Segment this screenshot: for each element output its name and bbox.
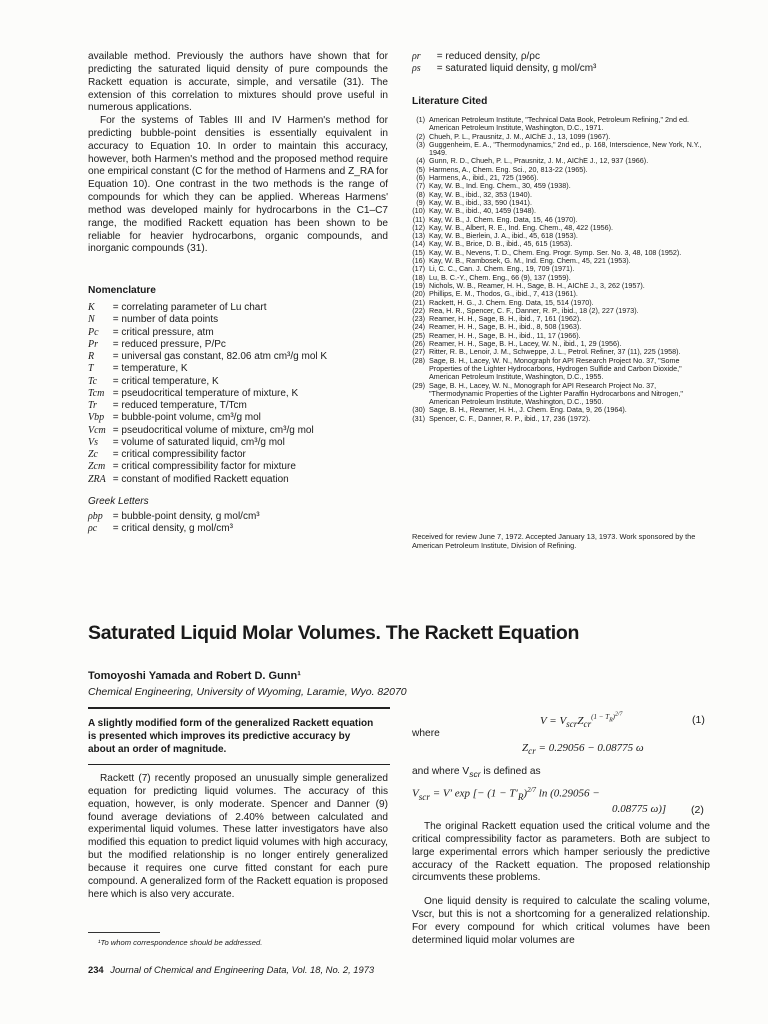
nomenclature-definition: = bubble-point density, g mol/cm³ (112, 511, 260, 522)
paragraph-one-liquid-density: One liquid density is required to calculate the scaling volume, Vscr, but this is not a shortcoming for a generalized relationship. For every compound for which critical volumes have been determined liquid molar volumes are (412, 896, 710, 946)
reference-text: Gunn, R. D., Chueh, P. L., Prausnitz, J. M., AIChE J., 12, 937 (1966). (429, 156, 649, 166)
reference-number: (10) (412, 206, 425, 216)
nomenclature-symbol: Zc (88, 449, 98, 460)
reference-text: Rea, H. R., Spencer, C. F., Danner, R. P., ibid., 18 (2), 227 (1973). (429, 305, 639, 315)
nomenclature-symbol: Zcm (88, 461, 106, 473)
reference-text: Sage, B. H., Reamer, H. H., J. Chem. Eng. Data, 9, 26 (1964). (429, 405, 627, 415)
reference-text: Li, C. C., Can. J. Chem. Eng., 19, 709 (1971). (429, 264, 575, 274)
reference-number: (11) (412, 214, 425, 224)
nomenclature-symbol: Tr (88, 400, 97, 411)
nomenclature-symbol: Tcm (88, 387, 105, 399)
nomenclature-item (88, 314, 388, 326)
nomenclature-definition: = reduced temperature, T/Tcm (112, 400, 247, 411)
reference-number: (3) (416, 139, 425, 149)
reference-number: (1) (416, 115, 425, 124)
nomenclature-symbol: Vs (88, 436, 98, 448)
abstract-rule (88, 707, 390, 709)
nomenclature-definition: = constant of modified Rackett equation (112, 473, 289, 485)
reference-number: (29) (412, 380, 425, 390)
equation-2-number: (2) (691, 804, 704, 816)
nomenclature-definition: = universal gas constant, 82.06 atm cm³/g mol K (112, 351, 328, 362)
reference-number: (26) (412, 339, 425, 349)
reference-number: (15) (412, 247, 425, 257)
reference-text: Kay, W. B., Nevens, T. D., Chem. Eng. Progr. Symp. Ser. No. 3, 48, 108 (1952). (429, 247, 682, 257)
reference-text: Kay, W. B., Ind. Eng. Chem., 30, 459 (1938). (429, 181, 571, 191)
article-title: Saturated Liquid Molar Volumes. The Rackett Equation (88, 622, 580, 644)
reference-number: (16) (412, 256, 425, 266)
reference-number: (20) (412, 289, 425, 299)
equation-1: $V = V_{scr}Z_{cr}^{(1 - T_R)^{2/7}}$ (540, 712, 623, 730)
page-number: 234 (88, 964, 104, 975)
nomenclature-symbol: ρr (412, 51, 421, 62)
reference-number: (24) (412, 322, 425, 332)
reference-number: (6) (416, 173, 425, 183)
nomenclature-heading: Nomenclature (88, 285, 156, 296)
nomenclature-item (412, 63, 712, 75)
nomenclature-definition: = critical temperature, K (112, 375, 219, 387)
nomenclature-symbol: R (88, 351, 95, 362)
nomenclature-definition: = bubble-point volume, cm³/g mol (112, 412, 261, 424)
nomenclature-item (88, 339, 388, 351)
nomenclature-symbol: T (88, 363, 94, 375)
reference-item (412, 382, 710, 407)
journal-citation: Journal of Chemical and Engineering Data, Vol. 18, No. 2, 1973 (110, 964, 375, 975)
nomenclature-item (88, 511, 388, 523)
nomenclature-definition: = critical pressure, atm (112, 326, 214, 338)
paragraph-harmens-comparison: For the systems of Tables III and IV Harmen's method for predicting bubble-point densities is essentially equivalent in accuracy to Equation 10. In order to maintain this accuracy, however, both Harmen's method and the proposed method require one empirical constant (C for the method of Harmens and Z_RA for Equation 10). One contrast in the two methods is the range of compounds for which they can be applied. Whereas Harmens' method was developed mainly for hydrocarbons in the C1–C7 range, the modified Rackett equation has been shown to be reliable for heavier hydrocarbons, organic compounds, and inorganic compounds (31). (88, 115, 388, 255)
nomenclature-definition: = reduced density, ρ/ρc (436, 51, 540, 62)
nomenclature-symbol: ρbp (88, 511, 103, 522)
reference-item (412, 357, 710, 382)
nomenclature-symbol: Pr (88, 338, 98, 350)
nomenclature-item (88, 376, 388, 388)
reference-text: Phillips, E. M., Thodos, G., ibid., 7, 413 (1961). (429, 289, 578, 299)
nomenclature-definition: = temperature, K (112, 363, 188, 375)
reference-text: Kay, W. B., J. Chem. Eng. Data, 15, 46 (1970). (429, 214, 578, 224)
nomenclature-item (412, 51, 712, 63)
nomenclature-item (88, 425, 388, 437)
paragraph-original-rackett: The original Rackett equation used the critical volume and the critical compressibility factor as parameters. Both are subject to large experimental errors which hamper seriously the predictive accuracy of the Rackett equation. The proposed relationship circumvents these problems. (412, 821, 710, 884)
reference-text: Kay, W. B., Bierlein, J. A., ibid., 45, 618 (1953). (429, 231, 578, 241)
nomenclature-item (88, 400, 388, 412)
equation-2-continued: 0.08775 ω)] (612, 803, 667, 815)
greek-letters-heading: Greek Letters (88, 496, 149, 507)
reference-item (412, 116, 710, 133)
nomenclature-definition: = critical compressibility factor (112, 449, 246, 460)
reference-text: Reamer, H. H., Sage, B. H., ibid., 7, 161 (1962). (429, 314, 582, 324)
reference-list (412, 116, 710, 423)
nomenclature-item (88, 523, 388, 535)
nomenclature-item (88, 437, 388, 449)
nomenclature-symbol: K (88, 302, 95, 313)
nomenclature-symbol: Tc (88, 375, 98, 387)
page-footer (88, 964, 374, 975)
reference-text: Spencer, C. F., Danner, R. P., ibid., 17, 236 (1972). (429, 413, 591, 423)
reference-number: (4) (416, 156, 425, 166)
abstract-rule-bottom (88, 764, 390, 765)
reference-number: (14) (412, 239, 425, 249)
nomenclature-item (88, 388, 388, 400)
reference-number: (18) (412, 272, 425, 282)
reference-text: Sage, B. H., Lacey, W. N., Monograph for API Research Project No. 37, "Some Properties of the Lighter Hydrocarbons, Hydrogen Sulfide and Carbon Dioxide," American Petroleum Institute, Washington, D.C., 1955. (429, 355, 682, 382)
literature-cited-heading: Literature Cited (412, 96, 488, 107)
footnote: ¹To whom correspondence should be addressed. (98, 938, 263, 947)
reference-text: Chueh, P. L., Prausnitz, J. M., AIChE J., 13, 1099 (1967). (429, 131, 611, 141)
paragraph-intro-continued: available method. Previously the authors have shown that for predicting the saturated liquid density of pure compounds the Rackett equation is accurate, simple, and versatile (31). The extension of this correlation to mixtures should prove useful in numerous applications. (88, 51, 388, 114)
nomenclature-symbol: Vcm (88, 424, 106, 436)
nomenclature-definition: = reduced pressure, P/Pc (112, 338, 226, 350)
equation-2: $V_{scr} = V'$ exp [− $(1 - T'_R)^{2/7}$ ln (0.29056 − (412, 786, 600, 802)
where-text: where (412, 728, 440, 739)
and-where-text: and where $V_{scr}$ is defined as (412, 766, 541, 780)
reference-number: (7) (416, 181, 425, 191)
nomenclature-symbol: ρs (412, 63, 421, 75)
reference-text: Kay, W. B., ibid., 32, 353 (1940). (429, 189, 532, 199)
nomenclature-item (88, 449, 388, 461)
reference-text: Sage, B. H., Lacey, W. N., Monograph for API Research Project No. 37, "Thermodynamic Properties of the Lighter Paraffin Hydrocarbons and Nitrogen," American Petroleum Institute, Washington, D.C., 1950. (429, 380, 683, 407)
article-intro-paragraph: Rackett (7) recently proposed an unusually simple generalized equation for predicting liquid volumes. The accuracy of this equation, however, is only moderate. Spencer and Danner (9) found average deviations of 2.40% between calculated and experimental liquid volumes. These latter investigators have also modified this equation to predict liquid volumes with high accuracy, but the modified relationship is no longer entirely generalized because it requires one curve fitted constant for each pure compound. A generalized form of the Rackett equation is proposed here which is also very accurate. (88, 773, 388, 900)
nomenclature-symbol: ZRA (88, 473, 106, 485)
nomenclature-list-continued (412, 51, 712, 76)
equation-1-number: (1) (692, 714, 705, 726)
reference-text: Lu, B. C.-Y., Chem. Eng., 66 (9), 137 (1959). (429, 272, 571, 282)
reference-number: (12) (412, 222, 425, 232)
nomenclature-item (88, 461, 388, 473)
nomenclature-symbol: ρc (88, 523, 98, 535)
received-note: Received for review June 7, 1972. Accepted January 13, 1973. Work sponsored by the American Petroleum Institute, Division of Refining. (412, 532, 696, 550)
nomenclature-definition: = correlating parameter of Lu chart (112, 302, 267, 313)
reference-text: Reamer, H. H., Sage, B. H., ibid., 11, 17 (1966). (429, 330, 581, 340)
nomenclature-definition: = volume of saturated liquid, cm³/g mol (112, 436, 285, 448)
reference-text: American Petroleum Institute, "Technical Data Book, Petroleum Refining," 2nd ed. American Petroleum Institute, Washington, D.C., 1971. (429, 115, 689, 133)
footnote-rule (88, 932, 160, 933)
reference-number: (17) (412, 264, 425, 274)
reference-text: Harmens, A., Chem. Eng. Sci., 20, 813-22 (1965). (429, 164, 588, 174)
reference-number: (21) (412, 297, 425, 307)
reference-number: (8) (416, 189, 425, 199)
reference-number: (28) (412, 355, 425, 365)
reference-number: (13) (412, 231, 425, 241)
equation-zcr: $Z_{cr} = 0.29056 - 0.08775$ ω (522, 742, 644, 757)
reference-number: (5) (416, 164, 425, 174)
reference-number: (25) (412, 330, 425, 340)
reference-text: Kay, W. B., Albert, R. E., Ind. Eng. Chem., 48, 422 (1956). (429, 222, 614, 232)
nomenclature-definition: = number of data points (112, 314, 219, 326)
nomenclature-definition: = critical density, g mol/cm³ (112, 523, 233, 535)
nomenclature-item (88, 474, 388, 486)
nomenclature-list (88, 302, 388, 486)
article-authors: Tomoyoshi Yamada and Robert D. Gunn¹ (88, 670, 301, 682)
nomenclature-definition: = critical compressibility factor for mixture (112, 461, 296, 473)
reference-text: Reamer, H. H., Sage, B. H., Lacey, W. N., ibid., 1, 29 (1956). (429, 339, 622, 349)
reference-text: Reamer, H. H., Sage, B. H., ibid., 8, 508 (1963). (429, 322, 582, 332)
nomenclature-definition: = pseudocritical volume of mixture, cm³/g mol (112, 424, 314, 436)
reference-text: Kay, W. B., ibid., 33, 590 (1941). (429, 197, 532, 207)
article-affiliation: Chemical Engineering, University of Wyoming, Laramie, Wyo. 82070 (88, 686, 407, 698)
reference-item (412, 415, 710, 423)
nomenclature-definition: = saturated liquid density, g mol/cm³ (436, 63, 597, 75)
reference-number: (2) (416, 131, 425, 141)
reference-item (412, 141, 710, 158)
nomenclature-item (88, 363, 388, 375)
nomenclature-definition: = pseudocritical temperature of mixture, K (112, 387, 299, 399)
greek-letters-list (88, 511, 388, 536)
reference-number: (23) (412, 314, 425, 324)
reference-text: Harmens, A., ibid., 21, 725 (1966). (429, 173, 539, 183)
nomenclature-symbol: Vbp (88, 412, 105, 424)
nomenclature-item (88, 327, 388, 339)
article-abstract: A slightly modified form of the generalized Rackett equation is presented which improves its predictive accuracy by about an order of magnitude. (88, 718, 374, 755)
nomenclature-symbol: N (88, 314, 95, 326)
nomenclature-item (88, 302, 388, 314)
reference-text: Kay, W. B., Rambosek, G. M., Ind. Eng. Chem., 45, 221 (1953). (429, 256, 631, 266)
reference-number: (22) (412, 305, 425, 315)
nomenclature-symbol: Pc (88, 326, 99, 338)
nomenclature-item (88, 351, 388, 363)
reference-text: Nichols, W. B., Reamer, H. H., Sage, B. H., AIChE J., 3, 262 (1957). (429, 280, 645, 290)
reference-text: Kay, W. B., Brice, D. B., ibid., 45, 615 (1953). (429, 239, 573, 249)
reference-number: (27) (412, 347, 425, 357)
reference-text: Guggenheim, E. A., "Thermodynamics," 2nd ed., p. 168, Interscience, New York, N.Y., 1949. (429, 139, 702, 158)
reference-text: Ritter, R. B., Lenoir, J. M., Schweppe, J. L., Petrol. Refiner, 37 (11), 225 (1958). (429, 347, 681, 357)
nomenclature-item (88, 412, 388, 424)
reference-number: (30) (412, 405, 425, 415)
reference-text: Kay, W. B., ibid., 40, 1459 (1948). (429, 206, 536, 216)
reference-number: (31) (412, 413, 425, 423)
reference-text: Rackett, H. G., J. Chem. Eng. Data, 15, 514 (1970). (429, 297, 594, 307)
reference-number: (19) (412, 280, 425, 290)
reference-number: (9) (416, 197, 425, 207)
